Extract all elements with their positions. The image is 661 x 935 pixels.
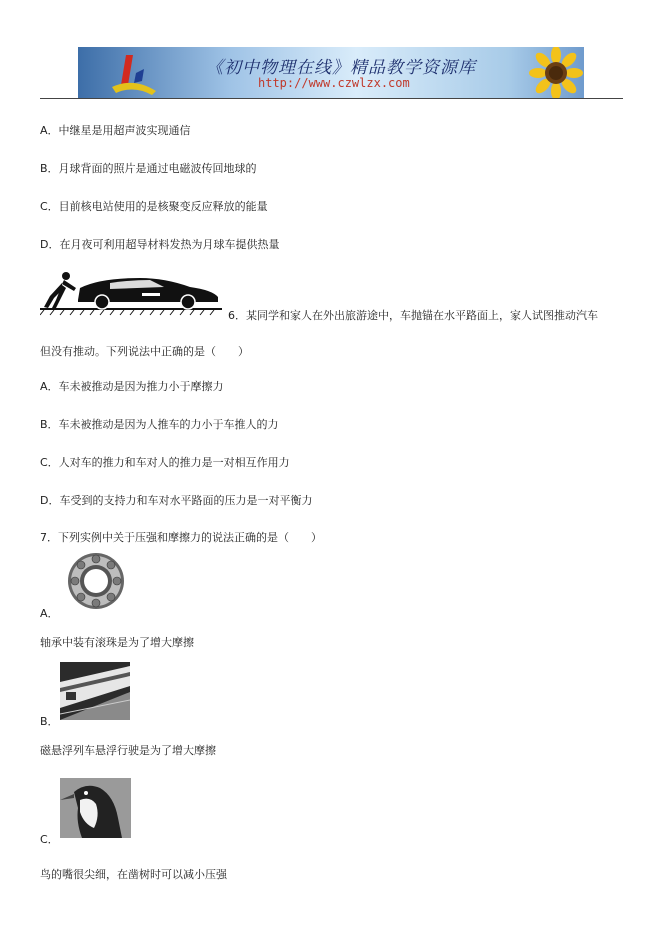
logo-icon [106, 47, 166, 98]
q7-stem: 7．下列实例中关于压强和摩擦力的说法正确的是（ ） [40, 531, 322, 544]
header-banner [78, 47, 584, 98]
q6-option-b: B．车未被推动是因为人推车的力小于车推人的力 [40, 418, 279, 431]
q7-option-a-text: 轴承中装有滚珠是为了增大摩擦 [40, 636, 194, 649]
q6-stem-line2: 但没有推动。下列说法中正确的是（ ） [40, 345, 249, 358]
q7-option-b-label: B． [40, 715, 59, 728]
q5-option-d: D．在月夜可利用超导材料发热为月球车提供热量 [40, 238, 280, 251]
bird-image [60, 778, 131, 838]
q7-option-a-label: A． [40, 607, 59, 620]
banner-title: 《初中物理在线》精品教学资源库 [206, 58, 476, 78]
q6-option-d: D．车受到的支持力和车对水平路面的压力是一对平衡力 [40, 494, 313, 507]
q6-option-a: A．车未被推动是因为推力小于摩擦力 [40, 380, 224, 393]
q6-option-c: C．人对车的推力和车对人的推力是一对相互作用力 [40, 456, 290, 469]
maglev-train-image [60, 662, 130, 720]
header-divider [40, 98, 623, 99]
sunflower-icon [514, 47, 584, 98]
q5-option-a: A．中继星是用超声波实现通信 [40, 124, 191, 137]
q7-option-c-label: C． [40, 833, 59, 846]
q6-stem-line1: 6．某同学和家人在外出旅游途中，车抛锚在水平路面上，家人试图推动汽车 [228, 309, 598, 322]
q7-option-c-text: 鸟的嘴很尖细，在凿树时可以减小压强 [40, 868, 227, 881]
person-pushing-car-image [40, 270, 222, 316]
q7-option-b-text: 磁悬浮列车悬浮行驶是为了增大摩擦 [40, 744, 216, 757]
q5-option-c: C．目前核电站使用的是核聚变反应释放的能量 [40, 200, 268, 213]
bearing-image [62, 551, 130, 611]
q5-option-b: B．月球背面的照片是通过电磁波传回地球的 [40, 162, 257, 175]
banner-url: http://www.czwlzx.com [258, 76, 410, 90]
